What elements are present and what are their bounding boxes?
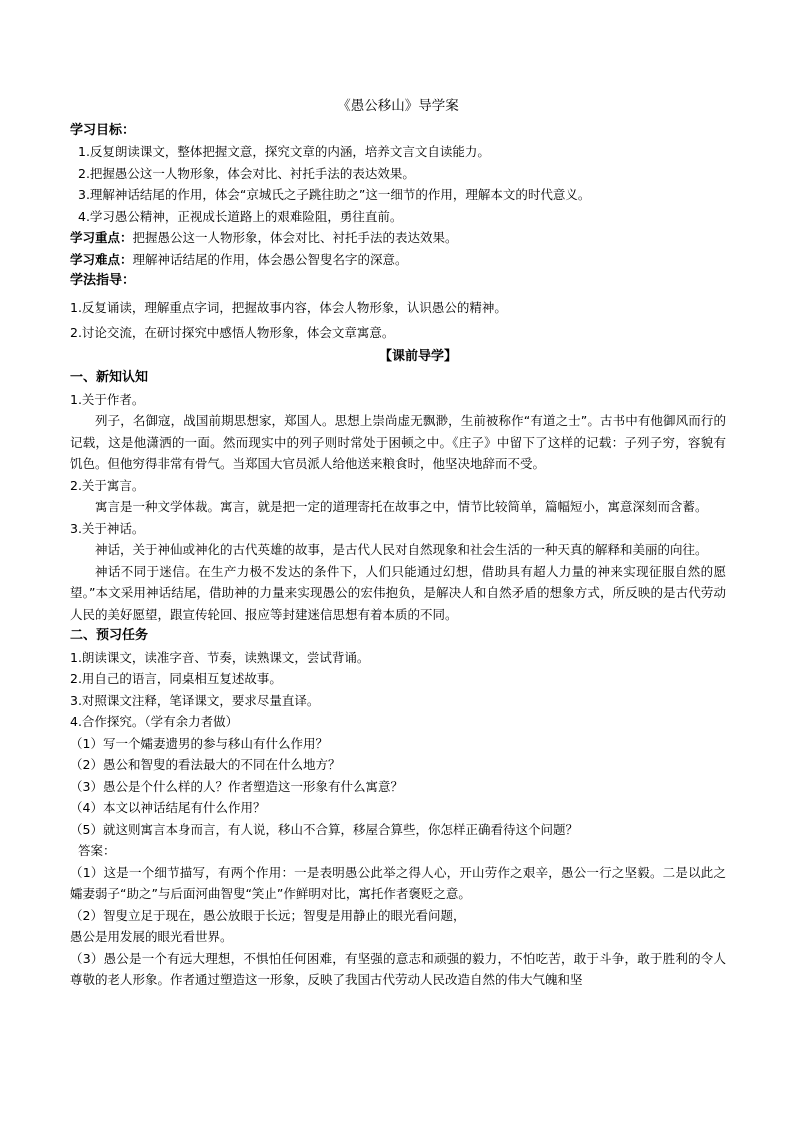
myth-paragraph: 神话，关于神仙或神化的古代英雄的故事，是古代人民对自然现象和社会生活的一种天真的解释和美丽的向往。 bbox=[95, 542, 708, 557]
answer-label: 答案： bbox=[78, 843, 116, 858]
method-item: 2.讨论交流，在研讨探究中感悟人物形象，体会文章寓意。 bbox=[70, 325, 395, 340]
myth-heading: 3.关于神话。 bbox=[70, 520, 145, 536]
key-point-line bbox=[70, 227, 726, 249]
goal-item: 3.理解神话结尾的作用，体会“京城氏之子跳往助之”这一细节的作用，理解本文的时代意义。 bbox=[78, 187, 591, 202]
method-heading: 学法指导： bbox=[70, 273, 136, 288]
difficulty-line bbox=[70, 249, 726, 271]
goal-item: 2.把握愚公这一人物形象，体会对比、衬托手法的表达效果。 bbox=[78, 165, 415, 181]
task-item: 1.朗读课文，读准字音、节奏，读熟课文，尝试背诵。 bbox=[70, 649, 370, 665]
question-item: （5）就这则寓言本身而言，有人说，移山不合算，移屋合算些，你怎样正确看待这个问题？ bbox=[70, 821, 578, 837]
task-item: 4.合作探究。（学有余力者做） bbox=[70, 714, 239, 729]
myth-paragraph: 神话不同于迷信。在生产力极不发达的条件下，人们只能通过幻想，借助具有超人力量的神来实现征服自然的愿望。”本文采用神话结尾，借助神的力量来实现愚公的宏伟抱负，是解决人和自然矛盾的想象方式，所反映的是古代劳动人民的美好愿望，跟宣传轮回、报应等封建迷信思想有着本质的不同。 bbox=[70, 563, 726, 622]
answer-item: （3）愚公是一个有远大理想，不惧怕任何困难，有坚强的意志和顽强的毅力，不怕吃苦，敢于斗争，敢于胜利的令人尊敬的老人形象。作者通过塑造这一形象，反映了我国古代劳动人民改造自然的伟大气魄和坚 bbox=[70, 950, 726, 987]
goals-heading: 学习目标： bbox=[70, 122, 136, 138]
part1-heading: 一、新知认知 bbox=[70, 370, 149, 385]
question-item: （4）本文以神话结尾有什么作用？ bbox=[70, 800, 266, 815]
difficulty-label: 学习难点： bbox=[70, 251, 133, 267]
method-item: 1.反复诵读，理解重点字词，把握故事内容，体会人物形象，认识愚公的精神。 bbox=[70, 299, 507, 315]
answer-item: 愚公是用发展的眼光看世界。 bbox=[70, 929, 233, 944]
fable-paragraph: 寓言是一种文学体裁。寓言，就是把一定的道理寄托在故事之中，情节比较简单，篇幅短小，寓意深刻而含蓄。 bbox=[95, 499, 708, 514]
question-item: （3）愚公是个什么样的人？作者塑造这一形象有什么寓意？ bbox=[70, 778, 403, 794]
goal-item: 4.学习愚公精神，正视成长道路上的艰难险阻，勇往直前。 bbox=[78, 208, 403, 224]
author-paragraph: 列子，名御寇，战国前期思想家，郑国人。思想上崇尚虚无飘渺，生前被称作“有道之士”。古书中有他御风而行的记载，这是他潇洒的一面。然而现实中的列子则时常处于困顿之中。《庄子》中留下了这样的记载：子列子穷，容貌有饥色。但他穷得非常有骨气。当郑国大官员派人给他送来粮食时，他坚决地辞而不受。 bbox=[70, 413, 726, 471]
key-point-text: 把握愚公这一人物形象，体会对比、衬托手法的表达效果。 bbox=[132, 230, 458, 245]
task-item: 3.对照课文注释，笔译课文，要求尽量直译。 bbox=[70, 692, 320, 708]
question-item: （2）愚公和智叟的看法最大的不同在什么地方？ bbox=[70, 757, 341, 772]
difficulty-text: 理解神话结尾的作用，体会愚公智叟名字的深意。 bbox=[132, 251, 408, 267]
author-heading: 1.关于作者。 bbox=[70, 391, 145, 407]
goal-item: 1.反复朗读课文，整体把握文意，探究文章的内涵，培养文言文自读能力。 bbox=[78, 144, 490, 159]
part2-heading: 二、预习任务 bbox=[70, 628, 149, 643]
question-item: （1）写一个孀妻遗男的参与移山有什么作用？ bbox=[70, 735, 328, 751]
fable-heading: 2.关于寓言。 bbox=[70, 477, 145, 493]
section-banner: 【课前导学】 bbox=[378, 348, 457, 364]
task-item: 2.用自己的语言，同桌相互复述故事。 bbox=[70, 671, 282, 686]
answer-item: （2）智叟立足于现在，愚公放眼于长远；智叟是用静止的眼光看问题， bbox=[70, 907, 466, 923]
key-point-label: 学习重点： bbox=[70, 230, 133, 245]
document-page bbox=[70, 96, 726, 991]
answer-item: （1）这是一个细节描写，有两个作用：一是表明愚公此举之得人心，开山劳作之艰辛，愚公一行之坚毅。二是以此之孀妻弱子“助之”与后面河曲智叟“笑止”作鲜明对比，寓托作者褒贬之意。 bbox=[70, 864, 726, 901]
page-title: 《愚公移山》导学案 bbox=[337, 98, 459, 114]
